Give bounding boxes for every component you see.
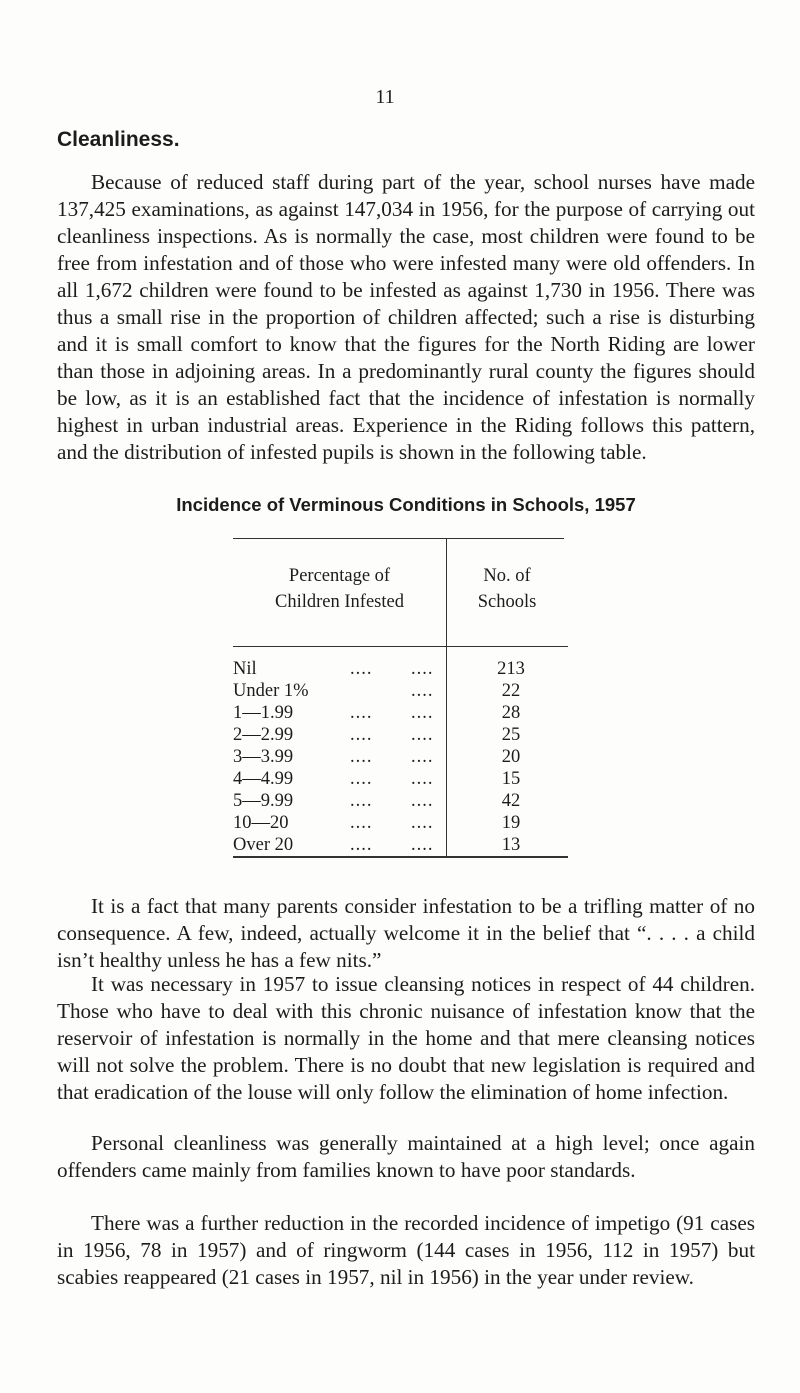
row-value: 22 — [501, 681, 521, 701]
row-leader: .... — [411, 725, 434, 745]
row-label: 4—4.99 — [233, 769, 294, 789]
table-row — [233, 769, 568, 793]
row-leader: .... — [350, 813, 373, 833]
verminous-conditions-table — [233, 538, 568, 858]
row-leader: .... — [350, 769, 373, 789]
paragraph-cleansing-notices: It was necessary in 1957 to issue cleansing notices in respect of 44 children. Those who have to deal with this chronic nuisance of infestation know that the reservoir of infestation is normally in the home and that mere cleansing notices will not solve the problem. There is no doubt that new legislation is required and that eradication of the louse will only follow the elimination of home infection. — [57, 972, 755, 1104]
row-leader: .... — [411, 835, 434, 855]
row-leader: .... — [411, 791, 434, 811]
row-value: 20 — [501, 747, 521, 767]
row-leader: .... — [411, 659, 434, 679]
row-value: 42 — [501, 791, 521, 811]
row-label: 10—20 — [233, 813, 289, 833]
row-leader: .... — [350, 725, 373, 745]
row-value: 15 — [501, 769, 521, 789]
paragraph-impetigo-ringworm-scabies: There was a further reduction in the recorded incidence of impetigo (91 cases in 1956, 78 in 1957) and of ringworm (144 cases in 1956, 112 in 1957) but scabies reappeared (21 cases in 1957, nil in 1956) in the year under review. — [57, 1211, 755, 1289]
row-leader: .... — [350, 703, 373, 723]
row-leader: .... — [411, 681, 434, 701]
row-label: 5—9.99 — [233, 791, 294, 811]
column-header-schools — [446, 563, 568, 615]
table-row — [233, 791, 568, 815]
column-header-schools-line1: No. of — [483, 566, 531, 586]
table-row — [233, 725, 568, 749]
row-leader: .... — [350, 659, 373, 679]
row-leader: .... — [350, 791, 373, 811]
column-header-percentage-line1: Percentage of — [288, 566, 391, 586]
row-label: 3—3.99 — [233, 747, 294, 767]
row-value: 213 — [497, 659, 525, 679]
table-row — [233, 659, 568, 683]
table-row — [233, 813, 568, 837]
section-heading: Cleanliness. — [57, 128, 180, 151]
column-header-percentage — [233, 563, 446, 615]
table-title: Incidence of Verminous Conditions in Schools, 1957 — [176, 494, 636, 515]
page-number: 11 — [375, 86, 395, 108]
row-label: Under 1% — [233, 681, 309, 701]
table-row — [233, 681, 568, 705]
table-bottom-rule — [233, 856, 568, 858]
row-value: 13 — [501, 835, 521, 855]
paragraph-parents-attitude: It is a fact that many parents consider infestation to be a trifling matter of no consequence. A few, indeed, actually welcome it in the belief that “. . . . a child isn’t healthy unless he has a few nits.” — [57, 894, 755, 972]
row-value: 28 — [501, 703, 521, 723]
row-leader: .... — [350, 835, 373, 855]
table-row — [233, 703, 568, 727]
row-leader: .... — [411, 769, 434, 789]
row-label: 2—2.99 — [233, 725, 294, 745]
row-value: 25 — [501, 725, 521, 745]
table-top-rule — [233, 538, 564, 539]
row-leader: .... — [411, 703, 434, 723]
paragraph-cleanliness-inspections: Because of reduced staff during part of the year, school nurses have made 137,425 examinations, as against 147,034 in 1956, for the purpose of carrying out cleanliness inspections. As is normally the case, most children were found to be free from infestation and of those who were infested many were old offenders. In all 1,672 children were found to be infested as against 1,730 in 1956. There was thus a small rise in the proportion of children affected; such a rise is disturbing and it is small comfort to know that the figures for the North Riding are lower than those in adjoining areas. In a predominantly rural county the figures should be low, as it is an established fact that the incidence of infestation is normally highest in urban industrial areas. Experience in the Riding follows this pattern, and the distribution of infested pupils is shown in the following table. — [57, 170, 755, 464]
row-value: 19 — [501, 813, 521, 833]
row-label: 1—1.99 — [233, 703, 294, 723]
row-leader: .... — [411, 813, 434, 833]
row-leader: .... — [350, 747, 373, 767]
row-leader: .... — [411, 747, 434, 767]
column-header-schools-line2: Schools — [477, 592, 537, 612]
paragraph-personal-cleanliness: Personal cleanliness was generally maintained at a high level; once again offenders came mainly from families known to have poor standards. — [57, 1131, 755, 1182]
row-label: Over 20 — [233, 835, 294, 855]
table-row — [233, 747, 568, 771]
table-header-rule — [233, 646, 568, 647]
row-label: Nil — [233, 659, 257, 679]
column-header-percentage-line2: Children Infested — [275, 592, 404, 612]
